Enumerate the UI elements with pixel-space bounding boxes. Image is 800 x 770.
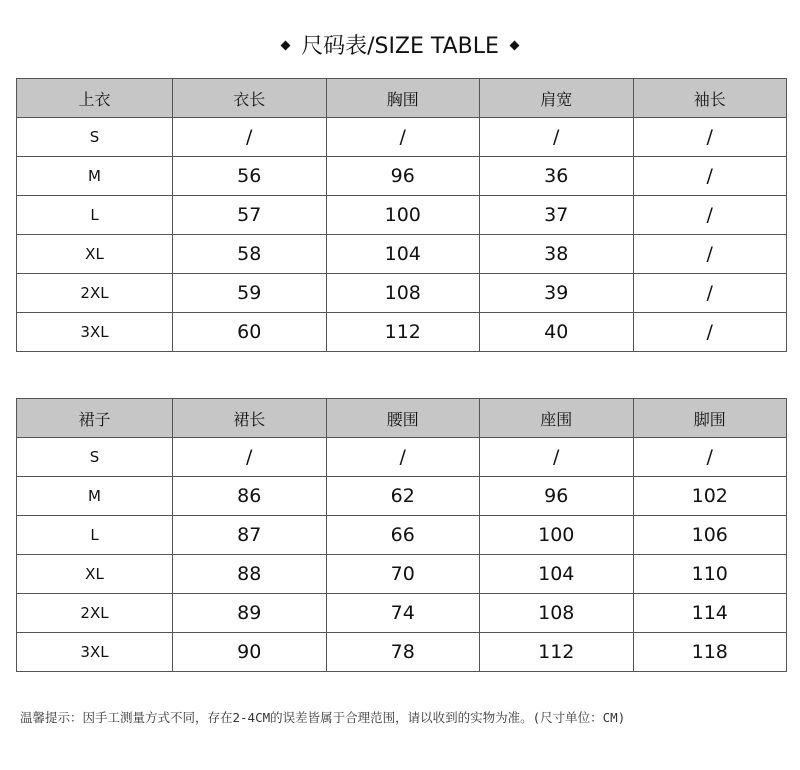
table-row [17,235,787,274]
header-cell: 脚围 [633,399,787,438]
table-cell: / [633,438,787,477]
table-cell: / [173,118,327,157]
table-row [17,438,787,477]
size-label: S [17,438,173,477]
size-label: 3XL [17,633,173,672]
table-row [17,313,787,352]
table-cell: / [173,438,327,477]
table-cell: 56 [173,157,327,196]
table-header-row [17,399,787,438]
table-cell: 112 [326,313,480,352]
size-label: 3XL [17,313,173,352]
table-cell: 40 [480,313,634,352]
table-cell: 118 [633,633,787,672]
table-row [17,118,787,157]
table-cell: / [633,118,787,157]
table-cell: 100 [480,516,634,555]
table-cell: / [633,313,787,352]
size-label: M [17,477,173,516]
table-cell: 70 [326,555,480,594]
header-cell: 肩宽 [480,79,634,118]
header-cell: 腰围 [326,399,480,438]
header-cell: 裙长 [173,399,327,438]
table-cell: 38 [480,235,634,274]
table-row [17,594,787,633]
table-cell: 88 [173,555,327,594]
header-cell: 胸围 [326,79,480,118]
table-row [17,157,787,196]
header-cell: 裙子 [17,399,173,438]
table-cell: 112 [480,633,634,672]
top-size-table [16,78,787,352]
table-cell: 96 [480,477,634,516]
table-cell: / [633,196,787,235]
size-label: L [17,196,173,235]
table-cell: / [480,438,634,477]
diamond-bullet-icon [509,40,519,50]
skirt-size-table [16,398,787,672]
table-cell: / [480,118,634,157]
measurement-note: 温馨提示：因手工测量方式不同，存在2-4CM的误差皆属于合理范围，请以收到的实物为准。(尺寸单位：CM) [20,710,626,725]
table-cell: 100 [326,196,480,235]
table-cell: 89 [173,594,327,633]
table-cell: 57 [173,196,327,235]
table-cell: 58 [173,235,327,274]
size-label: 2XL [17,594,173,633]
table-cell: 104 [480,555,634,594]
table-row [17,516,787,555]
size-table-title [0,30,800,64]
table-row [17,555,787,594]
table-cell: 59 [173,274,327,313]
table-cell: / [326,118,480,157]
table-cell: 74 [326,594,480,633]
table-cell: / [633,235,787,274]
table-row [17,477,787,516]
header-cell: 座围 [480,399,634,438]
size-label: XL [17,555,173,594]
size-label: S [17,118,173,157]
header-cell: 上衣 [17,79,173,118]
table-header-row [17,79,787,118]
table-row [17,633,787,672]
header-cell: 袖长 [633,79,787,118]
size-label: 2XL [17,274,173,313]
size-label: L [17,516,173,555]
table-cell: 62 [326,477,480,516]
table-cell: 86 [173,477,327,516]
table-row [17,274,787,313]
table-cell: 96 [326,157,480,196]
size-label: XL [17,235,173,274]
table-cell: 39 [480,274,634,313]
table-cell: / [326,438,480,477]
table-cell: 106 [633,516,787,555]
table-cell: / [633,157,787,196]
title-text: 尺码表/SIZE TABLE [301,34,499,59]
table-cell: 110 [633,555,787,594]
header-cell: 衣长 [173,79,327,118]
table-cell: 114 [633,594,787,633]
table-cell: 108 [326,274,480,313]
table-cell: 104 [326,235,480,274]
table-cell: 36 [480,157,634,196]
size-label: M [17,157,173,196]
table-cell: 90 [173,633,327,672]
table-row [17,196,787,235]
table-cell: 108 [480,594,634,633]
table-cell: 37 [480,196,634,235]
table-cell: 60 [173,313,327,352]
table-cell: / [633,274,787,313]
diamond-bullet-icon [281,40,291,50]
table-cell: 87 [173,516,327,555]
table-cell: 102 [633,477,787,516]
table-cell: 78 [326,633,480,672]
table-cell: 66 [326,516,480,555]
